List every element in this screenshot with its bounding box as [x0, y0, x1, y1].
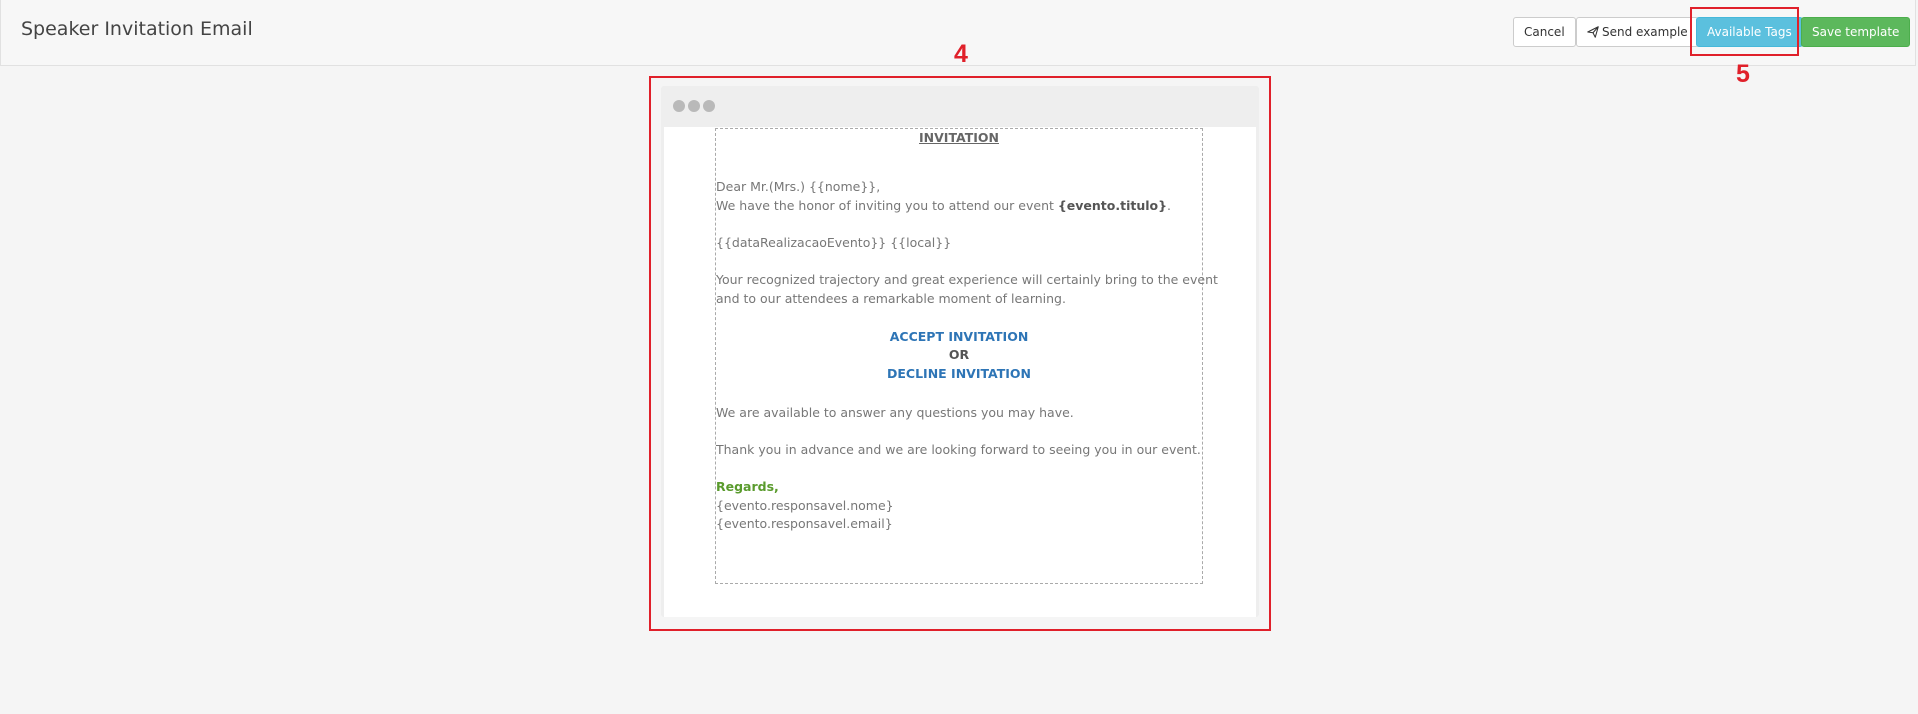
save-template-button[interactable]: Save template	[1801, 17, 1910, 47]
decline-invitation-wrap	[716, 366, 1202, 381]
accept-invitation-wrap	[716, 329, 1202, 344]
event-title-tag: {evento.titulo}	[1057, 198, 1167, 213]
email-body-editor[interactable]	[715, 128, 1218, 584]
email-questions: We are available to answer any questions you may have.	[716, 405, 1074, 420]
invite-end: .	[1167, 198, 1171, 213]
window-dot-icon	[703, 100, 715, 112]
or-separator: OR	[948, 347, 970, 362]
page-title: Speaker Invitation Email	[21, 18, 253, 40]
decline-invitation-link[interactable]: DECLINE INVITATION	[886, 366, 1032, 381]
window-dot-icon	[673, 100, 685, 112]
email-greeting: Dear Mr.(Mrs.) {{nome}},	[716, 179, 881, 194]
paper-plane-icon	[1587, 26, 1599, 38]
send-example-button[interactable]	[1576, 17, 1699, 47]
email-heading: INVITATION	[919, 130, 999, 145]
annotation-number-preview: 4	[954, 40, 968, 68]
responsible-name-tag: {evento.responsavel.nome}	[716, 498, 894, 513]
accept-invitation-link[interactable]: ACCEPT INVITATION	[889, 329, 1029, 344]
cancel-button[interactable]: Cancel	[1513, 17, 1576, 47]
responsible-email-tag: {evento.responsavel.email}	[716, 516, 893, 531]
email-paragraph-line-1: Your recognized trajectory and great experience will certainly bring to the event	[716, 272, 1218, 287]
email-thanks: Thank you in advance and we are looking forward to seeing you in our event.	[716, 442, 1201, 457]
email-preview-content	[664, 127, 1256, 617]
email-paragraph-line-2: and to our attendees a remarkable moment of learning.	[716, 291, 1066, 306]
send-example-label: Send example	[1602, 25, 1688, 39]
annotation-number-tags: 5	[1736, 60, 1750, 88]
email-date-place: {{dataRealizacaoEvento}} {{local}}	[716, 235, 952, 250]
browser-title-bar	[661, 86, 1259, 127]
email-invite-line	[716, 198, 1171, 213]
annotation-box-tags	[1690, 7, 1799, 56]
invite-text: We have the honor of inviting you to attend our event	[716, 198, 1058, 213]
available-tags-button[interactable]: Available Tags	[1696, 17, 1803, 47]
email-preview-frame	[661, 86, 1259, 617]
email-regards: Regards,	[716, 479, 779, 494]
window-dot-icon	[688, 100, 700, 112]
